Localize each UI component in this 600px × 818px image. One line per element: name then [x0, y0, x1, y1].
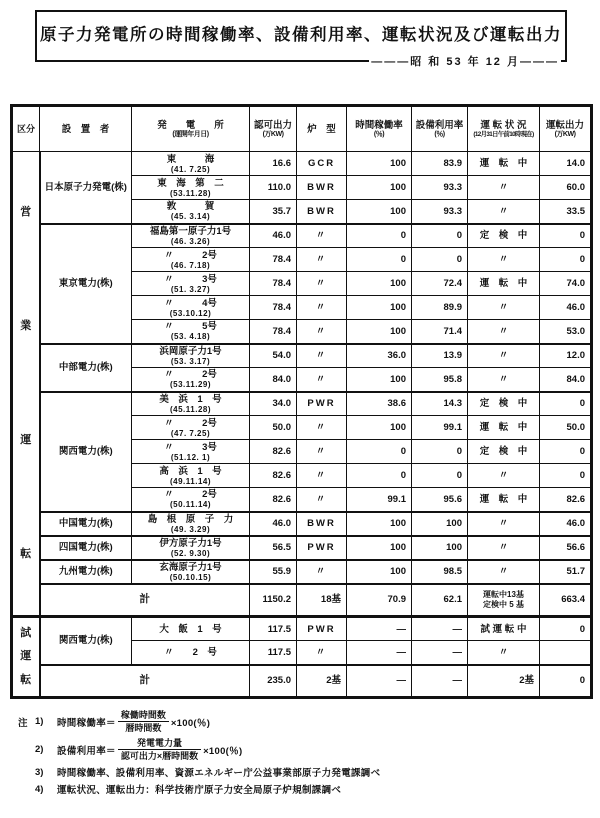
- status-cell: 〃: [468, 512, 540, 536]
- note-number: 1): [35, 716, 44, 727]
- output-cell: 46.0: [540, 512, 592, 536]
- output-cell: 33.5: [540, 200, 592, 224]
- col-header-reactor-type: 炉 型: [297, 106, 347, 152]
- status-cell: 〃: [468, 320, 540, 344]
- plant-date: (53.11.28): [169, 188, 212, 198]
- total-status: 2基: [468, 665, 540, 698]
- plant-name: 伊方原子力1号: [159, 537, 222, 549]
- note-number: 4): [35, 783, 44, 795]
- status-cell: 〃: [468, 296, 540, 320]
- col-header-output-line1: 運転出力: [545, 119, 584, 131]
- col-header-status-line1: 運 転 状 況: [480, 120, 527, 131]
- utilization-cell: 83.9: [412, 152, 468, 176]
- capacity-cell: 34.0: [250, 392, 297, 416]
- total-label: 計: [40, 584, 250, 617]
- plant-cell: [132, 368, 250, 392]
- plant-date: (51.12. 1): [170, 452, 211, 462]
- time-rate-cell: 38.6: [347, 392, 412, 416]
- note-formula-right: ×100(％): [203, 745, 243, 757]
- total-time-rate: 70.9: [347, 584, 412, 617]
- col-header-output-line2: (万KW): [554, 130, 576, 138]
- plant-name: 〃 2 号: [164, 646, 217, 658]
- plant-date: (53. 4.18): [170, 332, 211, 342]
- status-cell: 運 転 中: [468, 152, 540, 176]
- plant-cell: [132, 296, 250, 320]
- section-label-trial: 試 運 転: [12, 617, 40, 698]
- utilization-cell: 14.3: [412, 392, 468, 416]
- plant-date: (49. 3.29): [170, 524, 211, 534]
- total-status-line1: 運転中13基: [483, 590, 524, 600]
- capacity-cell: 84.0: [250, 368, 297, 392]
- col-header-capacity-line1: 認可出力: [253, 119, 292, 131]
- output-cell: 51.7: [540, 560, 592, 584]
- time-rate-cell: 100: [347, 536, 412, 560]
- time-rate-cell: 36.0: [347, 344, 412, 368]
- plant-date: (53. 3.17): [170, 356, 211, 366]
- total-time-rate: —: [347, 665, 412, 698]
- capacity-cell: 117.5: [250, 617, 297, 641]
- plant-name: 浜岡原子力1号: [159, 345, 222, 357]
- total-units: 2基: [297, 665, 347, 698]
- reactor-type-cell: 〃: [297, 488, 347, 512]
- utilization-cell: 0: [412, 440, 468, 464]
- utilization-cell: 0: [412, 464, 468, 488]
- status-cell: 〃: [468, 248, 540, 272]
- output-cell: 0: [540, 248, 592, 272]
- reactor-type-cell: 〃: [297, 296, 347, 320]
- plant-date: (46. 3.26): [170, 236, 211, 246]
- utilization-cell: —: [412, 641, 468, 665]
- reactor-type-cell: 〃: [297, 416, 347, 440]
- total-status: [468, 584, 540, 617]
- plant-date: (41. 7.25): [170, 164, 211, 174]
- reactor-type-cell: PWR: [297, 392, 347, 416]
- time-rate-cell: 100: [347, 152, 412, 176]
- plant-cell: [132, 641, 250, 665]
- capacity-cell: 78.4: [250, 320, 297, 344]
- plant-date: (46. 7.18): [170, 260, 211, 270]
- plant-date: (47. 7.25): [170, 428, 211, 438]
- reactor-type-cell: 〃: [297, 368, 347, 392]
- status-cell: 〃: [468, 368, 540, 392]
- utilization-cell: 100: [412, 536, 468, 560]
- status-cell: 運 転 中: [468, 416, 540, 440]
- owner-cell: 九州電力(株): [40, 560, 132, 584]
- status-cell: 〃: [468, 464, 540, 488]
- utilization-cell: 0: [412, 224, 468, 248]
- time-rate-cell: 100: [347, 512, 412, 536]
- col-header-utilization-line2: (％): [434, 130, 445, 138]
- time-rate-cell: 100: [347, 272, 412, 296]
- col-header-time-rate-line2: (％): [373, 130, 385, 138]
- plant-name: 〃 5号: [164, 321, 217, 333]
- reactor-type-cell: 〃: [297, 224, 347, 248]
- time-rate-cell: 100: [347, 320, 412, 344]
- note-fraction: [118, 737, 201, 762]
- note-3: [18, 765, 600, 779]
- plant-date: (45.11.28): [169, 404, 212, 414]
- plant-name: 美 浜 1 号: [159, 393, 222, 405]
- time-rate-cell: 0: [347, 440, 412, 464]
- output-cell: 60.0: [540, 176, 592, 200]
- plant-cell: [132, 248, 250, 272]
- fraction-numerator: 稼働時間数: [118, 709, 169, 722]
- capacity-cell: 110.0: [250, 176, 297, 200]
- plant-name: 〃 2号: [164, 417, 217, 429]
- title-box: [35, 10, 567, 68]
- note-text: 運転状況、運転出力：科学技術庁原子力安全局原子炉規制課調べ: [57, 785, 342, 796]
- table-row: [12, 512, 592, 536]
- time-rate-cell: 100: [347, 560, 412, 584]
- utilization-cell: 95.6: [412, 488, 468, 512]
- notes: [18, 709, 600, 796]
- time-rate-cell: 0: [347, 464, 412, 488]
- owner-cell: 東京電力(株): [40, 224, 132, 344]
- plant-cell: [132, 320, 250, 344]
- fraction-numerator: 発電電力量: [118, 737, 201, 750]
- fraction-denominator: 認可出力×暦時間数: [120, 751, 199, 761]
- col-header-capacity-line2: (万KW): [262, 130, 284, 138]
- total-capacity: 1150.2: [250, 584, 297, 617]
- utilization-cell: 93.3: [412, 176, 468, 200]
- status-cell: 定 検 中: [468, 224, 540, 248]
- output-cell: 53.0: [540, 320, 592, 344]
- plant-name: 高 浜 1 号: [159, 465, 222, 477]
- plant-date: (53.10.12): [169, 308, 212, 318]
- time-rate-cell: 0: [347, 224, 412, 248]
- col-header-capacity: [250, 106, 297, 152]
- table-row: [12, 392, 592, 416]
- col-header-category: 区分: [12, 106, 40, 152]
- col-header-status-line2: (12月31日午前10時現在): [473, 131, 534, 138]
- utilization-cell: 98.5: [412, 560, 468, 584]
- time-rate-cell: 0: [347, 248, 412, 272]
- plant-cell: [132, 617, 250, 641]
- note-formula-left: 設備利用率＝: [57, 745, 116, 757]
- output-cell: 56.6: [540, 536, 592, 560]
- output-cell: 46.0: [540, 296, 592, 320]
- note-formula-right: ×100(％): [170, 717, 211, 729]
- plant-date: (52. 9.30): [170, 548, 211, 558]
- total-units: 18基: [297, 584, 347, 617]
- plant-name: 大 飯 1 号: [159, 623, 222, 635]
- output-cell: 0: [540, 464, 592, 488]
- total-label: 計: [40, 665, 250, 698]
- reactor-type-cell: 〃: [297, 320, 347, 344]
- report-date: ———昭 和 53 年 12 月———: [369, 53, 561, 69]
- col-header-output: [540, 106, 592, 152]
- status-cell: 試 運 転 中: [468, 617, 540, 641]
- capacity-cell: 56.5: [250, 536, 297, 560]
- reactor-type-cell: BWR: [297, 176, 347, 200]
- plant-name: 〃 4号: [164, 297, 217, 309]
- col-header-time-rate-line1: 時間稼働率: [355, 119, 403, 131]
- owner-cell: 中国電力(株): [40, 512, 132, 536]
- table-row: [12, 152, 592, 176]
- plant-date: (51. 3.27): [170, 284, 211, 294]
- time-rate-cell: 99.1: [347, 488, 412, 512]
- plant-cell: [132, 512, 250, 536]
- utilization-cell: 95.8: [412, 368, 468, 392]
- utilization-cell: 99.1: [412, 416, 468, 440]
- plant-name: 玄海原子力1号: [159, 561, 222, 573]
- table-row: [12, 224, 592, 248]
- time-rate-cell: 100: [347, 416, 412, 440]
- col-header-plant-line1: 発 電 所: [157, 119, 224, 131]
- capacity-cell: 82.6: [250, 488, 297, 512]
- output-cell: 82.6: [540, 488, 592, 512]
- output-cell: 12.0: [540, 344, 592, 368]
- reactor-type-cell: PWR: [297, 617, 347, 641]
- output-cell: [540, 641, 592, 665]
- status-cell: 〃: [468, 641, 540, 665]
- capacity-cell: 46.0: [250, 224, 297, 248]
- owner-cell: 関西電力(株): [40, 617, 132, 665]
- capacity-cell: 16.6: [250, 152, 297, 176]
- capacity-cell: 82.6: [250, 440, 297, 464]
- capacity-cell: 46.0: [250, 512, 297, 536]
- status-cell: 〃: [468, 536, 540, 560]
- status-cell: 〃: [468, 200, 540, 224]
- section-label-operating: 営 業 運 転: [12, 152, 40, 617]
- capacity-cell: 78.4: [250, 272, 297, 296]
- plant-cell: [132, 344, 250, 368]
- reactor-type-cell: 〃: [297, 272, 347, 296]
- owner-cell: 四国電力(株): [40, 536, 132, 560]
- plant-name: 福島第一原子力1号: [149, 225, 232, 237]
- capacity-cell: 35.7: [250, 200, 297, 224]
- total-output: 0: [540, 665, 592, 698]
- plant-cell: [132, 464, 250, 488]
- note-4: [18, 782, 600, 796]
- utilization-cell: —: [412, 617, 468, 641]
- plant-cell: [132, 224, 250, 248]
- plant-name: 〃 2号: [164, 249, 217, 261]
- output-cell: 0: [540, 224, 592, 248]
- plant-name: 敦 賀: [166, 201, 215, 213]
- total-output: 663.4: [540, 584, 592, 617]
- table-row: [12, 344, 592, 368]
- output-cell: 0: [540, 392, 592, 416]
- reactor-type-cell: PWR: [297, 536, 347, 560]
- col-header-utilization-line1: 設備利用率: [415, 119, 464, 131]
- plant-date: (45. 3.14): [170, 212, 211, 222]
- total-utilization: —: [412, 665, 468, 698]
- time-rate-cell: —: [347, 617, 412, 641]
- plant-cell: [132, 272, 250, 296]
- reactor-type-cell: 〃: [297, 248, 347, 272]
- utilization-cell: 71.4: [412, 320, 468, 344]
- reactor-type-cell: 〃: [297, 344, 347, 368]
- plant-name: 〃 2号: [164, 369, 217, 381]
- col-header-plant-line2: (運開年月日): [172, 130, 209, 138]
- status-cell: 〃: [468, 560, 540, 584]
- header-row: [12, 106, 592, 152]
- plant-name: 東 海: [166, 153, 215, 165]
- capacity-cell: 55.9: [250, 560, 297, 584]
- total-status-line2: 定検中 5 基: [483, 599, 524, 609]
- reactor-type-cell: BWR: [297, 200, 347, 224]
- status-cell: 〃: [468, 344, 540, 368]
- utilization-cell: 0: [412, 248, 468, 272]
- plant-name: 〃 3号: [164, 441, 217, 453]
- table-row: [12, 536, 592, 560]
- reactor-type-cell: GCR: [297, 152, 347, 176]
- output-cell: 84.0: [540, 368, 592, 392]
- total-capacity: 235.0: [250, 665, 297, 698]
- col-header-time-rate: [347, 106, 412, 152]
- time-rate-cell: 100: [347, 200, 412, 224]
- status-cell: 〃: [468, 176, 540, 200]
- plant-cell: [132, 200, 250, 224]
- note-2: [18, 737, 600, 762]
- utilization-cell: 100: [412, 512, 468, 536]
- status-cell: 定 検 中: [468, 392, 540, 416]
- plant-date: (50.11.14): [169, 500, 212, 510]
- plant-cell: [132, 488, 250, 512]
- utilization-cell: 89.9: [412, 296, 468, 320]
- status-cell: 定 検 中: [468, 440, 540, 464]
- capacity-cell: 78.4: [250, 296, 297, 320]
- col-header-utilization: [412, 106, 468, 152]
- output-cell: 0: [540, 440, 592, 464]
- plant-cell: [132, 560, 250, 584]
- time-rate-cell: 100: [347, 296, 412, 320]
- utilization-cell: 72.4: [412, 272, 468, 296]
- output-cell: 74.0: [540, 272, 592, 296]
- fraction-denominator: 暦時間数: [125, 723, 162, 733]
- table-row: [12, 560, 592, 584]
- plant-date: (49.11.14): [169, 476, 212, 486]
- note-number: 3): [35, 766, 44, 778]
- output-cell: 14.0: [540, 152, 592, 176]
- owner-cell: 関西電力(株): [40, 392, 132, 512]
- plant-date: (53.11.29): [169, 380, 212, 390]
- output-cell: 50.0: [540, 416, 592, 440]
- time-rate-cell: —: [347, 641, 412, 665]
- col-header-plant: [132, 106, 250, 152]
- reactor-type-cell: BWR: [297, 512, 347, 536]
- owner-cell: 日本原子力発電(株): [40, 152, 132, 224]
- page-title: 原子力発電所の時間稼働率、設備利用率、運転状況及び運転出力: [40, 26, 562, 44]
- plant-status-table: [10, 104, 593, 699]
- time-rate-cell: 100: [347, 368, 412, 392]
- status-cell: 運 転 中: [468, 488, 540, 512]
- note-1: [18, 709, 600, 734]
- plant-cell: [132, 392, 250, 416]
- plant-cell: [132, 152, 250, 176]
- reactor-type-cell: 〃: [297, 641, 347, 665]
- plant-name: 〃 2号: [164, 489, 217, 501]
- note-fraction: [118, 709, 169, 734]
- col-header-owner: 設 置 者: [40, 106, 132, 152]
- utilization-cell: 13.9: [412, 344, 468, 368]
- plant-cell: [132, 176, 250, 200]
- plant-name: 東 海 第 二: [157, 177, 224, 189]
- capacity-cell: 78.4: [250, 248, 297, 272]
- note-number: 2): [35, 744, 44, 755]
- trial-total-row: [12, 665, 592, 698]
- table-row: [12, 617, 592, 641]
- reactor-type-cell: 〃: [297, 560, 347, 584]
- reactor-type-cell: 〃: [297, 464, 347, 488]
- utilization-cell: 93.3: [412, 200, 468, 224]
- plant-cell: [132, 440, 250, 464]
- capacity-cell: 117.5: [250, 641, 297, 665]
- owner-cell: 中部電力(株): [40, 344, 132, 392]
- total-utilization: 62.1: [412, 584, 468, 617]
- status-cell: 運 転 中: [468, 272, 540, 296]
- plant-cell: [132, 536, 250, 560]
- col-header-status: [468, 106, 540, 152]
- notes-label: 注: [18, 717, 28, 729]
- note-formula-left: 時間稼働率＝: [57, 717, 116, 729]
- plant-date: (50.10.15): [169, 572, 212, 582]
- operating-total-row: [12, 584, 592, 617]
- reactor-type-cell: 〃: [297, 440, 347, 464]
- time-rate-cell: 100: [347, 176, 412, 200]
- plant-cell: [132, 416, 250, 440]
- capacity-cell: 50.0: [250, 416, 297, 440]
- output-cell: 0: [540, 617, 592, 641]
- note-text: 時間稼働率、設備利用率、資源エネルギー庁公益事業部原子力発電課調べ: [57, 768, 381, 779]
- plant-name: 島 根 原 子 力: [147, 513, 234, 525]
- capacity-cell: 54.0: [250, 344, 297, 368]
- capacity-cell: 82.6: [250, 464, 297, 488]
- plant-name: 〃 3号: [164, 273, 217, 285]
